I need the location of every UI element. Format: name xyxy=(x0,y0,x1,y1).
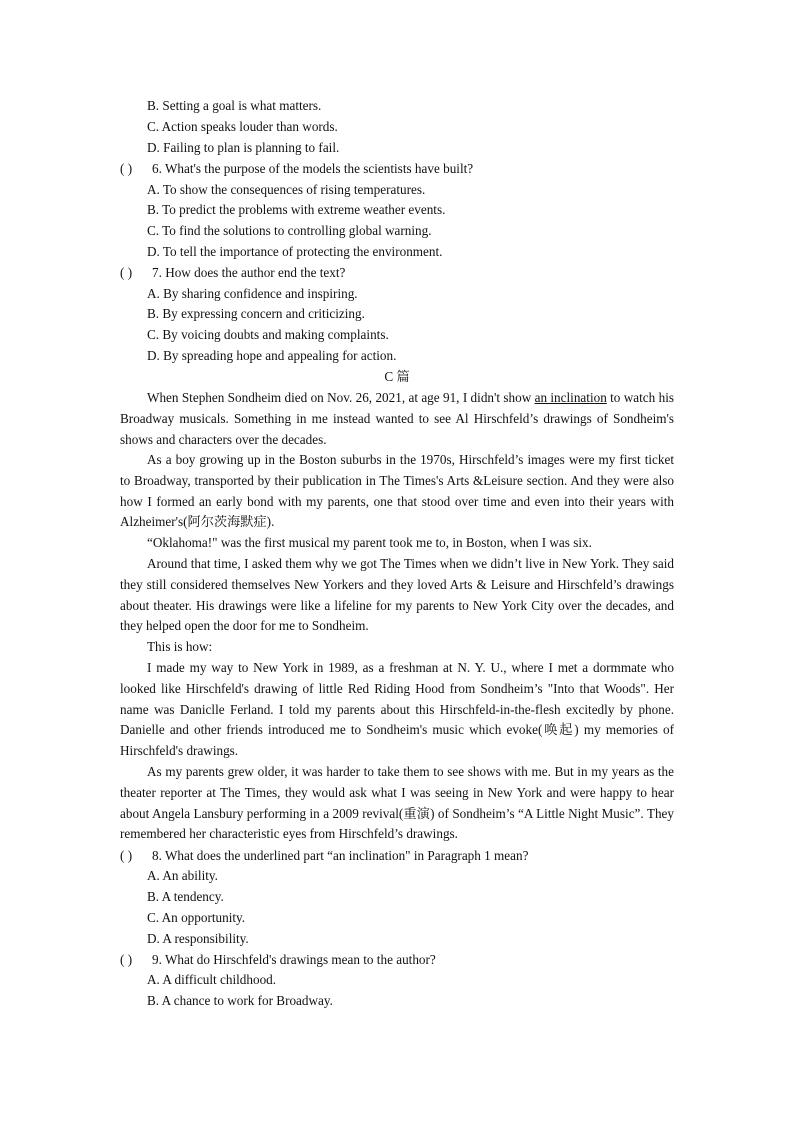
question-stem: 7. How does the author end the text? xyxy=(152,265,346,280)
passage-paragraph-7: As my parents grew older, it was harder to take them to see shows with me. But in my years as the theater reporter at The Times, they would ask what I was seeing in New York and were happy to hear about Angela Lansbury performing in a 2009 revival(重演) of Sondheim’s “A Little Night Music”. They remembered her characteristic eyes from Hirschfeld’s drawings. xyxy=(120,764,674,842)
passage-paragraph-1 xyxy=(120,388,674,450)
question-7 xyxy=(120,263,345,283)
option-line: C. Action speaks louder than words. xyxy=(147,119,338,134)
question-8 xyxy=(120,846,528,866)
passage-paragraph-3: “Oklahoma!" was the first musical my parent took me to, in Boston, when I was six. xyxy=(147,535,592,550)
answer-blank: ( ) xyxy=(120,848,133,863)
passage-paragraph-2: As a boy growing up in the Boston suburbs in the 1970s, Hirschfeld’s images were my first ticket to Broadway, transported by their publication in The Times's Arts &Leisure section. And they were also how I formed an early bond with my parents, one that stood over time and even into their years with Alzheimer's(阿尔茨海默症). xyxy=(120,452,674,530)
question-stem: 8. What does the underlined part “an inclination" in Paragraph 1 mean? xyxy=(152,848,529,863)
passage-text: When Stephen Sondheim died on Nov. 26, 2021, at age 91, I didn't show xyxy=(147,390,535,405)
option-line: B. Setting a goal is what matters. xyxy=(147,98,322,113)
option-line: B. To predict the problems with extreme weather events. xyxy=(147,202,446,217)
option-line: A. By sharing confidence and inspiring. xyxy=(147,286,358,301)
option-line: C. By voicing doubts and making complaints. xyxy=(147,327,389,342)
option-line: D. Failing to plan is planning to fail. xyxy=(147,140,340,155)
option-line: C. To find the solutions to controlling global warning. xyxy=(147,223,432,238)
option-line: D. By spreading hope and appealing for action. xyxy=(147,348,397,363)
option-line: B. A chance to work for Broadway. xyxy=(147,993,333,1008)
question-6 xyxy=(120,159,473,179)
option-line: A. An ability. xyxy=(147,868,218,883)
answer-blank: ( ) xyxy=(120,161,133,176)
option-line: C. An opportunity. xyxy=(147,910,246,925)
option-line: B. A tendency. xyxy=(147,889,224,904)
answer-blank: ( ) xyxy=(120,265,133,280)
question-stem: 9. What do Hirschfeld's drawings mean to the author? xyxy=(152,952,436,967)
option-line: D. A responsibility. xyxy=(147,931,249,946)
passage-paragraph-4: Around that time, I asked them why we got The Times when we didn’t live in New York. They said they still considered themselves New Yorkers and they loved Arts & Leisure and Hirschfeld’s drawings about theater. His drawings were like a lifeline for my parents to New York City over the decades, and they helped open the door for me to Sondheim. xyxy=(120,556,674,634)
passage-paragraph-5: This is how: xyxy=(147,639,213,654)
question-9 xyxy=(120,950,436,970)
underlined-phrase: an inclination xyxy=(534,390,607,405)
option-line: A. A difficult childhood. xyxy=(147,972,277,987)
passage-paragraph-6: I made my way to New York in 1989, as a freshman at N. Y. U., where I met a dormmate who looked like Hirschfeld's drawing of little Red Riding Hood from Sondheim’s "Into that Woods". Her name was Danicllе Ferland. I told my parents about this Hirschfeld-in-the-flesh excitedly by phone. Danielle and other friends introduced me to Sondheim's music which evoke(唤起) my memories of Hirschfeld's drawings. xyxy=(120,660,674,758)
section-title: C 篇 xyxy=(384,369,410,384)
option-line: B. By expressing concern and criticizing. xyxy=(147,306,365,321)
option-line: A. To show the consequences of rising temperatures. xyxy=(147,182,426,197)
passage-text: to watch his Broadway musicals. Something in me instead wanted to see Al Hirschfeld’s drawings of Sondheim's shows and characters over the decades. xyxy=(120,390,674,447)
answer-blank: ( ) xyxy=(120,952,133,967)
option-line: D. To tell the importance of protecting the environment. xyxy=(147,244,443,259)
question-stem: 6. What's the purpose of the models the scientists have built? xyxy=(152,161,474,176)
